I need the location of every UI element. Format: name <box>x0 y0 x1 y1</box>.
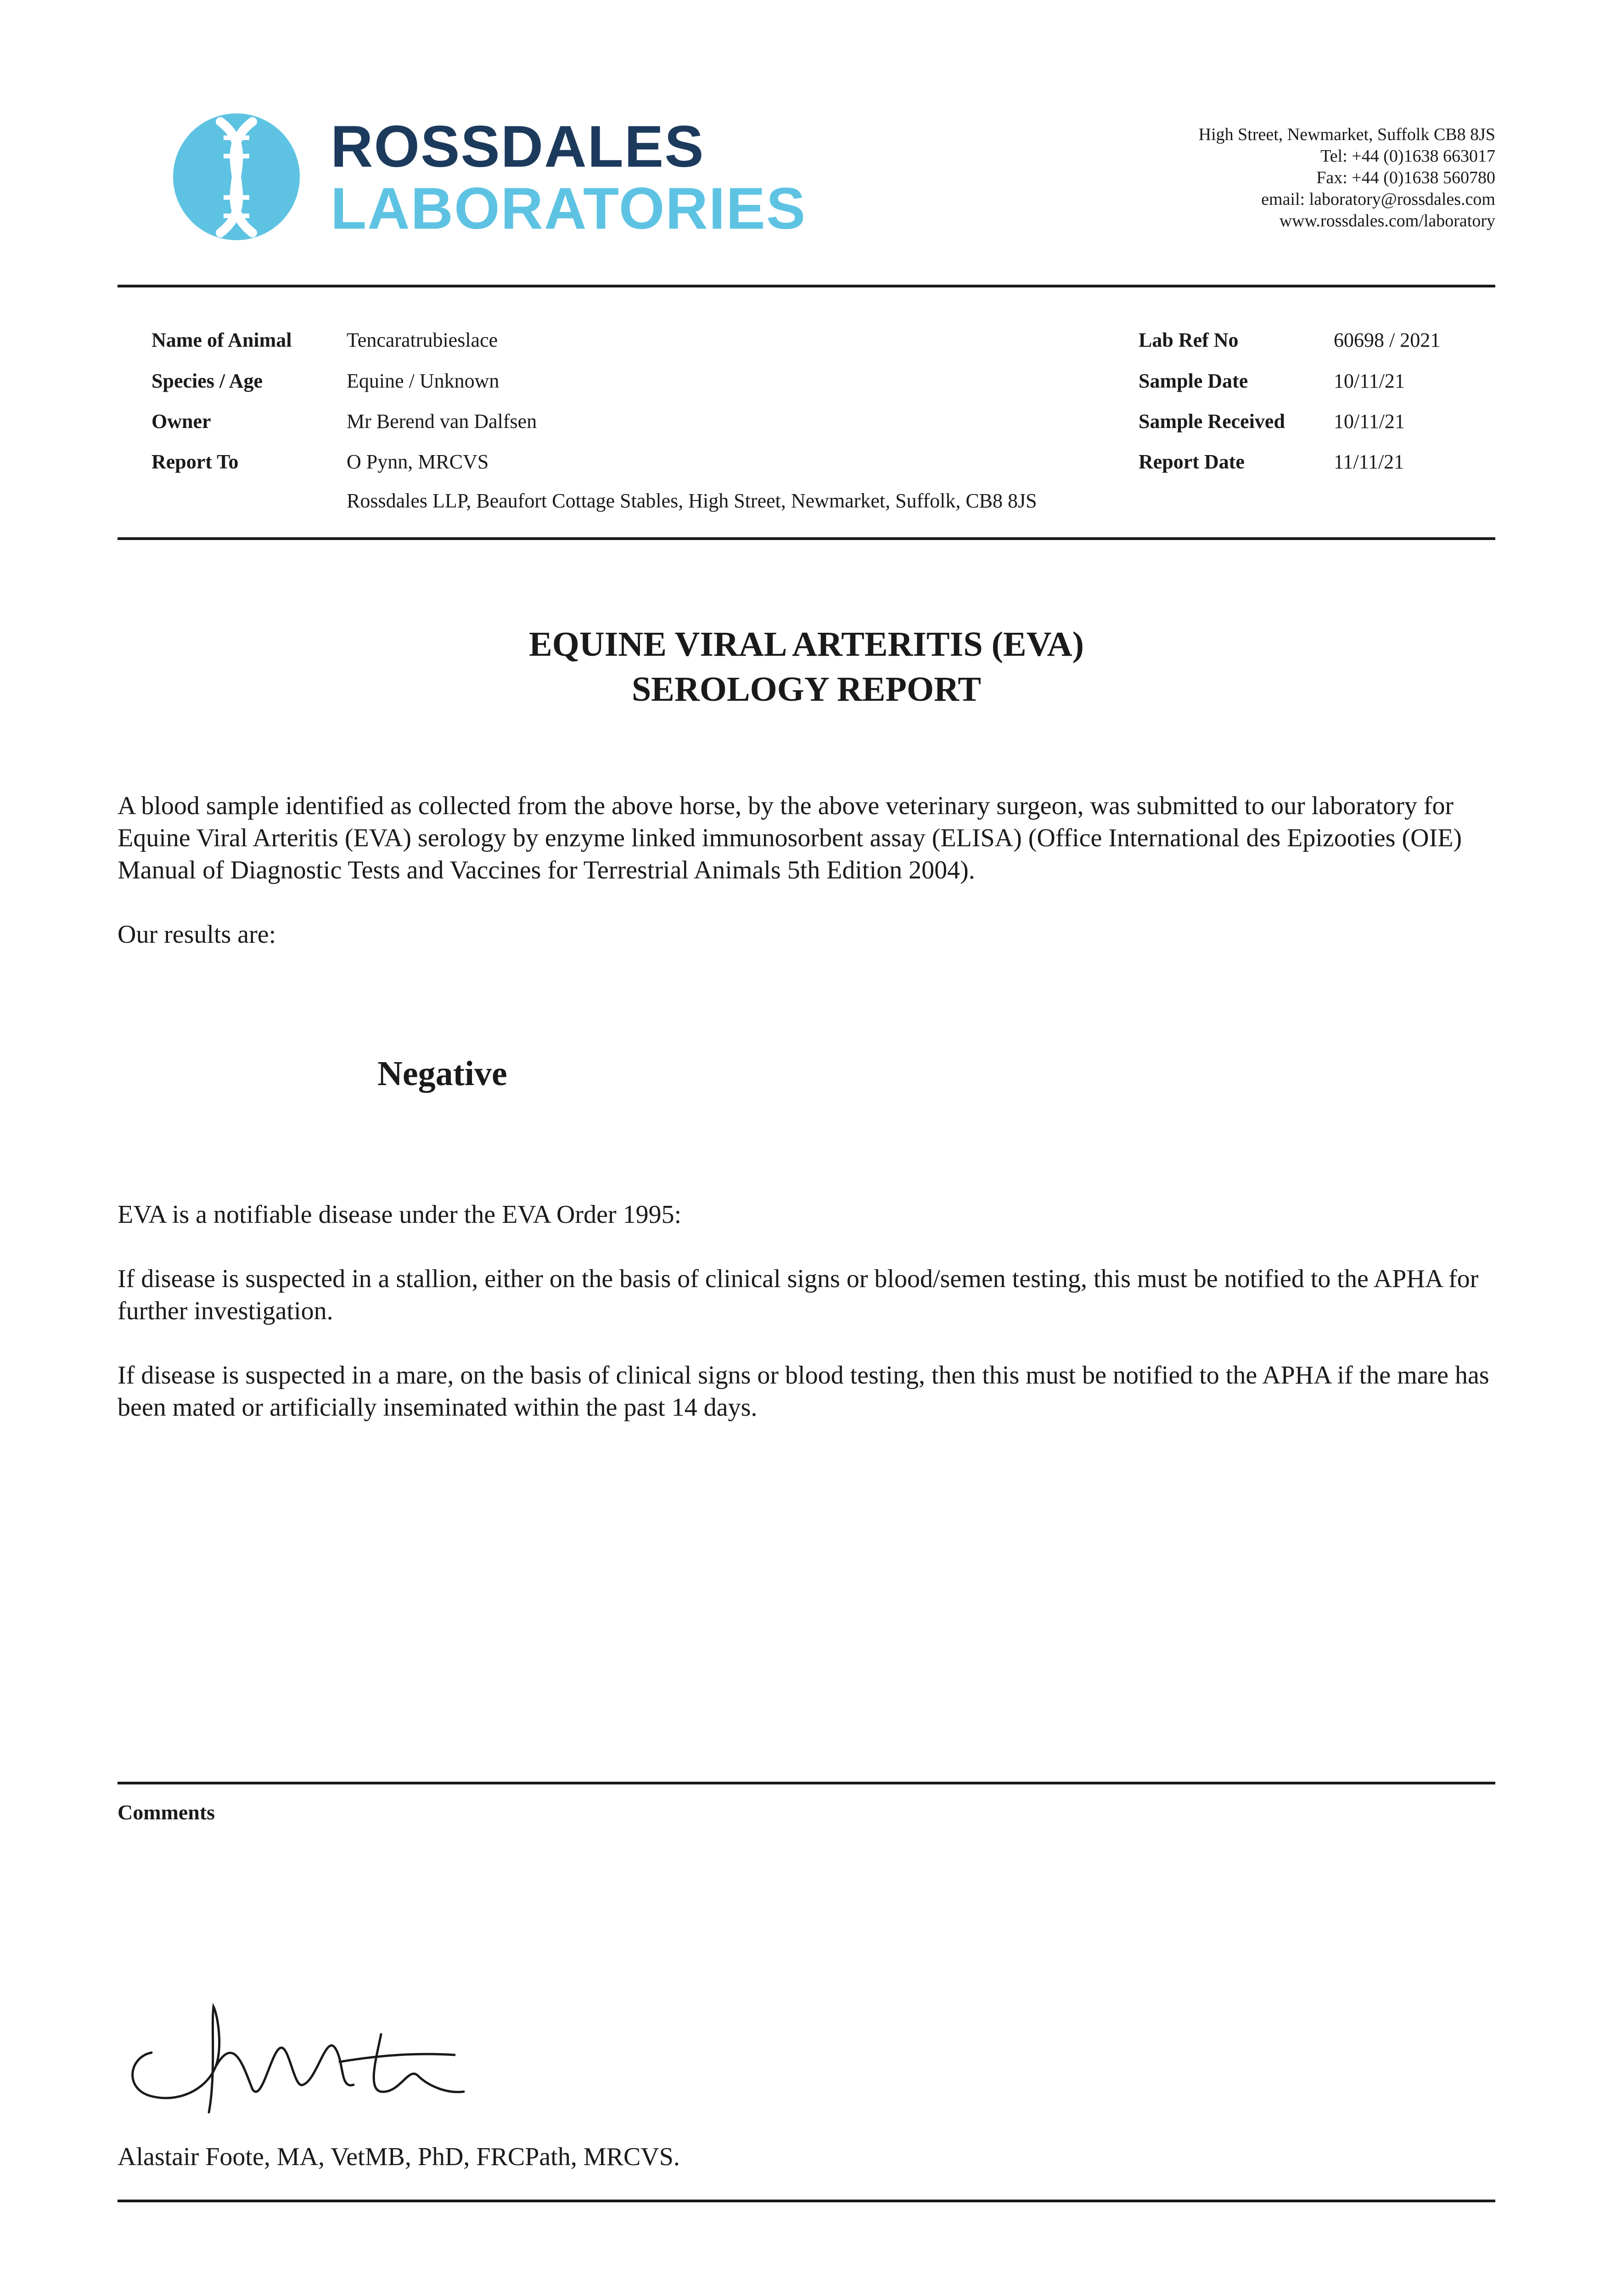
sample-date-value: 10/11/21 <box>1334 370 1405 392</box>
stallion-note: If disease is suspected in a stallion, either on the basis of clinical signs or blood/semen testing, this must be notified to the APHA for further investigation. <box>118 1265 1479 1325</box>
owner-label: Owner <box>152 410 211 433</box>
intro-paragraph <box>118 790 1495 886</box>
report-to-address: Rossdales LLP, Beaufort Cottage Stables, High Street, Newmarket, Suffolk, CB8 8JS <box>347 490 1037 512</box>
lab-contact-block <box>1199 124 1495 232</box>
comments-label: Comments <box>118 1801 215 1824</box>
report-title-line2: SEROLOGY REPORT <box>632 670 981 709</box>
report-date-label: Report Date <box>1139 450 1245 473</box>
results-intro: Our results are: <box>118 920 276 949</box>
lab-website[interactable]: www.rossdales.com/laboratory <box>1279 211 1495 231</box>
species-age-label: Species / Age <box>152 370 263 392</box>
report-date-value: 11/11/21 <box>1334 450 1404 473</box>
animal-name-value: Tencaratrubieslace <box>347 329 498 351</box>
signatory-name: Alastair Foote, MA, VetMB, PhD, FRCPath, MRCVS. <box>118 2143 680 2171</box>
animal-name-label: Name of Animal <box>152 329 292 351</box>
handwritten-signature <box>124 1998 473 2126</box>
intro-text: A blood sample identified as collected from the above horse, by the above veterinary surgeon, was submitted to our laboratory for Equine Viral Arteritis (EVA) serology by enzyme linked immunosorbent assay (ELISA) (Office International des Epizooties (OIE) Manual of Diagnostic Tests and Vaccines for Terrestrial Animals 5th Edition 2004). <box>118 792 1462 884</box>
logo-wordmark-line2: LABORATORIES <box>331 176 807 242</box>
test-result: Negative <box>377 1054 507 1093</box>
lab-email[interactable]: email: laboratory@rossdales.com <box>1261 190 1495 209</box>
sample-date-label: Sample Date <box>1139 370 1248 392</box>
species-age-value: Equine / Unknown <box>347 370 500 392</box>
owner-value: Mr Berend van Dalfsen <box>347 410 537 433</box>
logo-wordmark-line1: ROSSDALES <box>331 114 705 180</box>
comments-divider <box>118 1782 1495 1784</box>
dna-helix-icon <box>172 113 301 241</box>
notifiable-note: EVA is a notifiable disease under the EVA Order 1995: <box>118 1200 682 1229</box>
lab-address: High Street, Newmarket, Suffolk CB8 8JS <box>1198 125 1495 144</box>
lab-ref-value: 60698 / 2021 <box>1334 329 1441 351</box>
lab-fax: Fax: +44 (0)1638 560780 <box>1316 168 1495 187</box>
lab-telephone: Tel: +44 (0)1638 663017 <box>1320 146 1495 166</box>
lab-ref-label: Lab Ref No <box>1139 329 1239 351</box>
sample-received-label: Sample Received <box>1139 410 1285 433</box>
report-to-label: Report To <box>152 450 239 473</box>
report-to-value: O Pynn, MRCVS <box>347 450 489 473</box>
info-divider <box>118 537 1495 540</box>
sample-received-value: 10/11/21 <box>1334 410 1405 433</box>
header-divider <box>118 285 1495 287</box>
footer-divider <box>118 2200 1495 2202</box>
mare-note: If disease is suspected in a mare, on the basis of clinical signs or blood testing, then this must be notified to the APHA if the mare has been mated or artificially inseminated within the past 14 days. <box>118 1361 1489 1422</box>
report-title-line1: EQUINE VIRAL ARTERITIS (EVA) <box>529 625 1084 664</box>
